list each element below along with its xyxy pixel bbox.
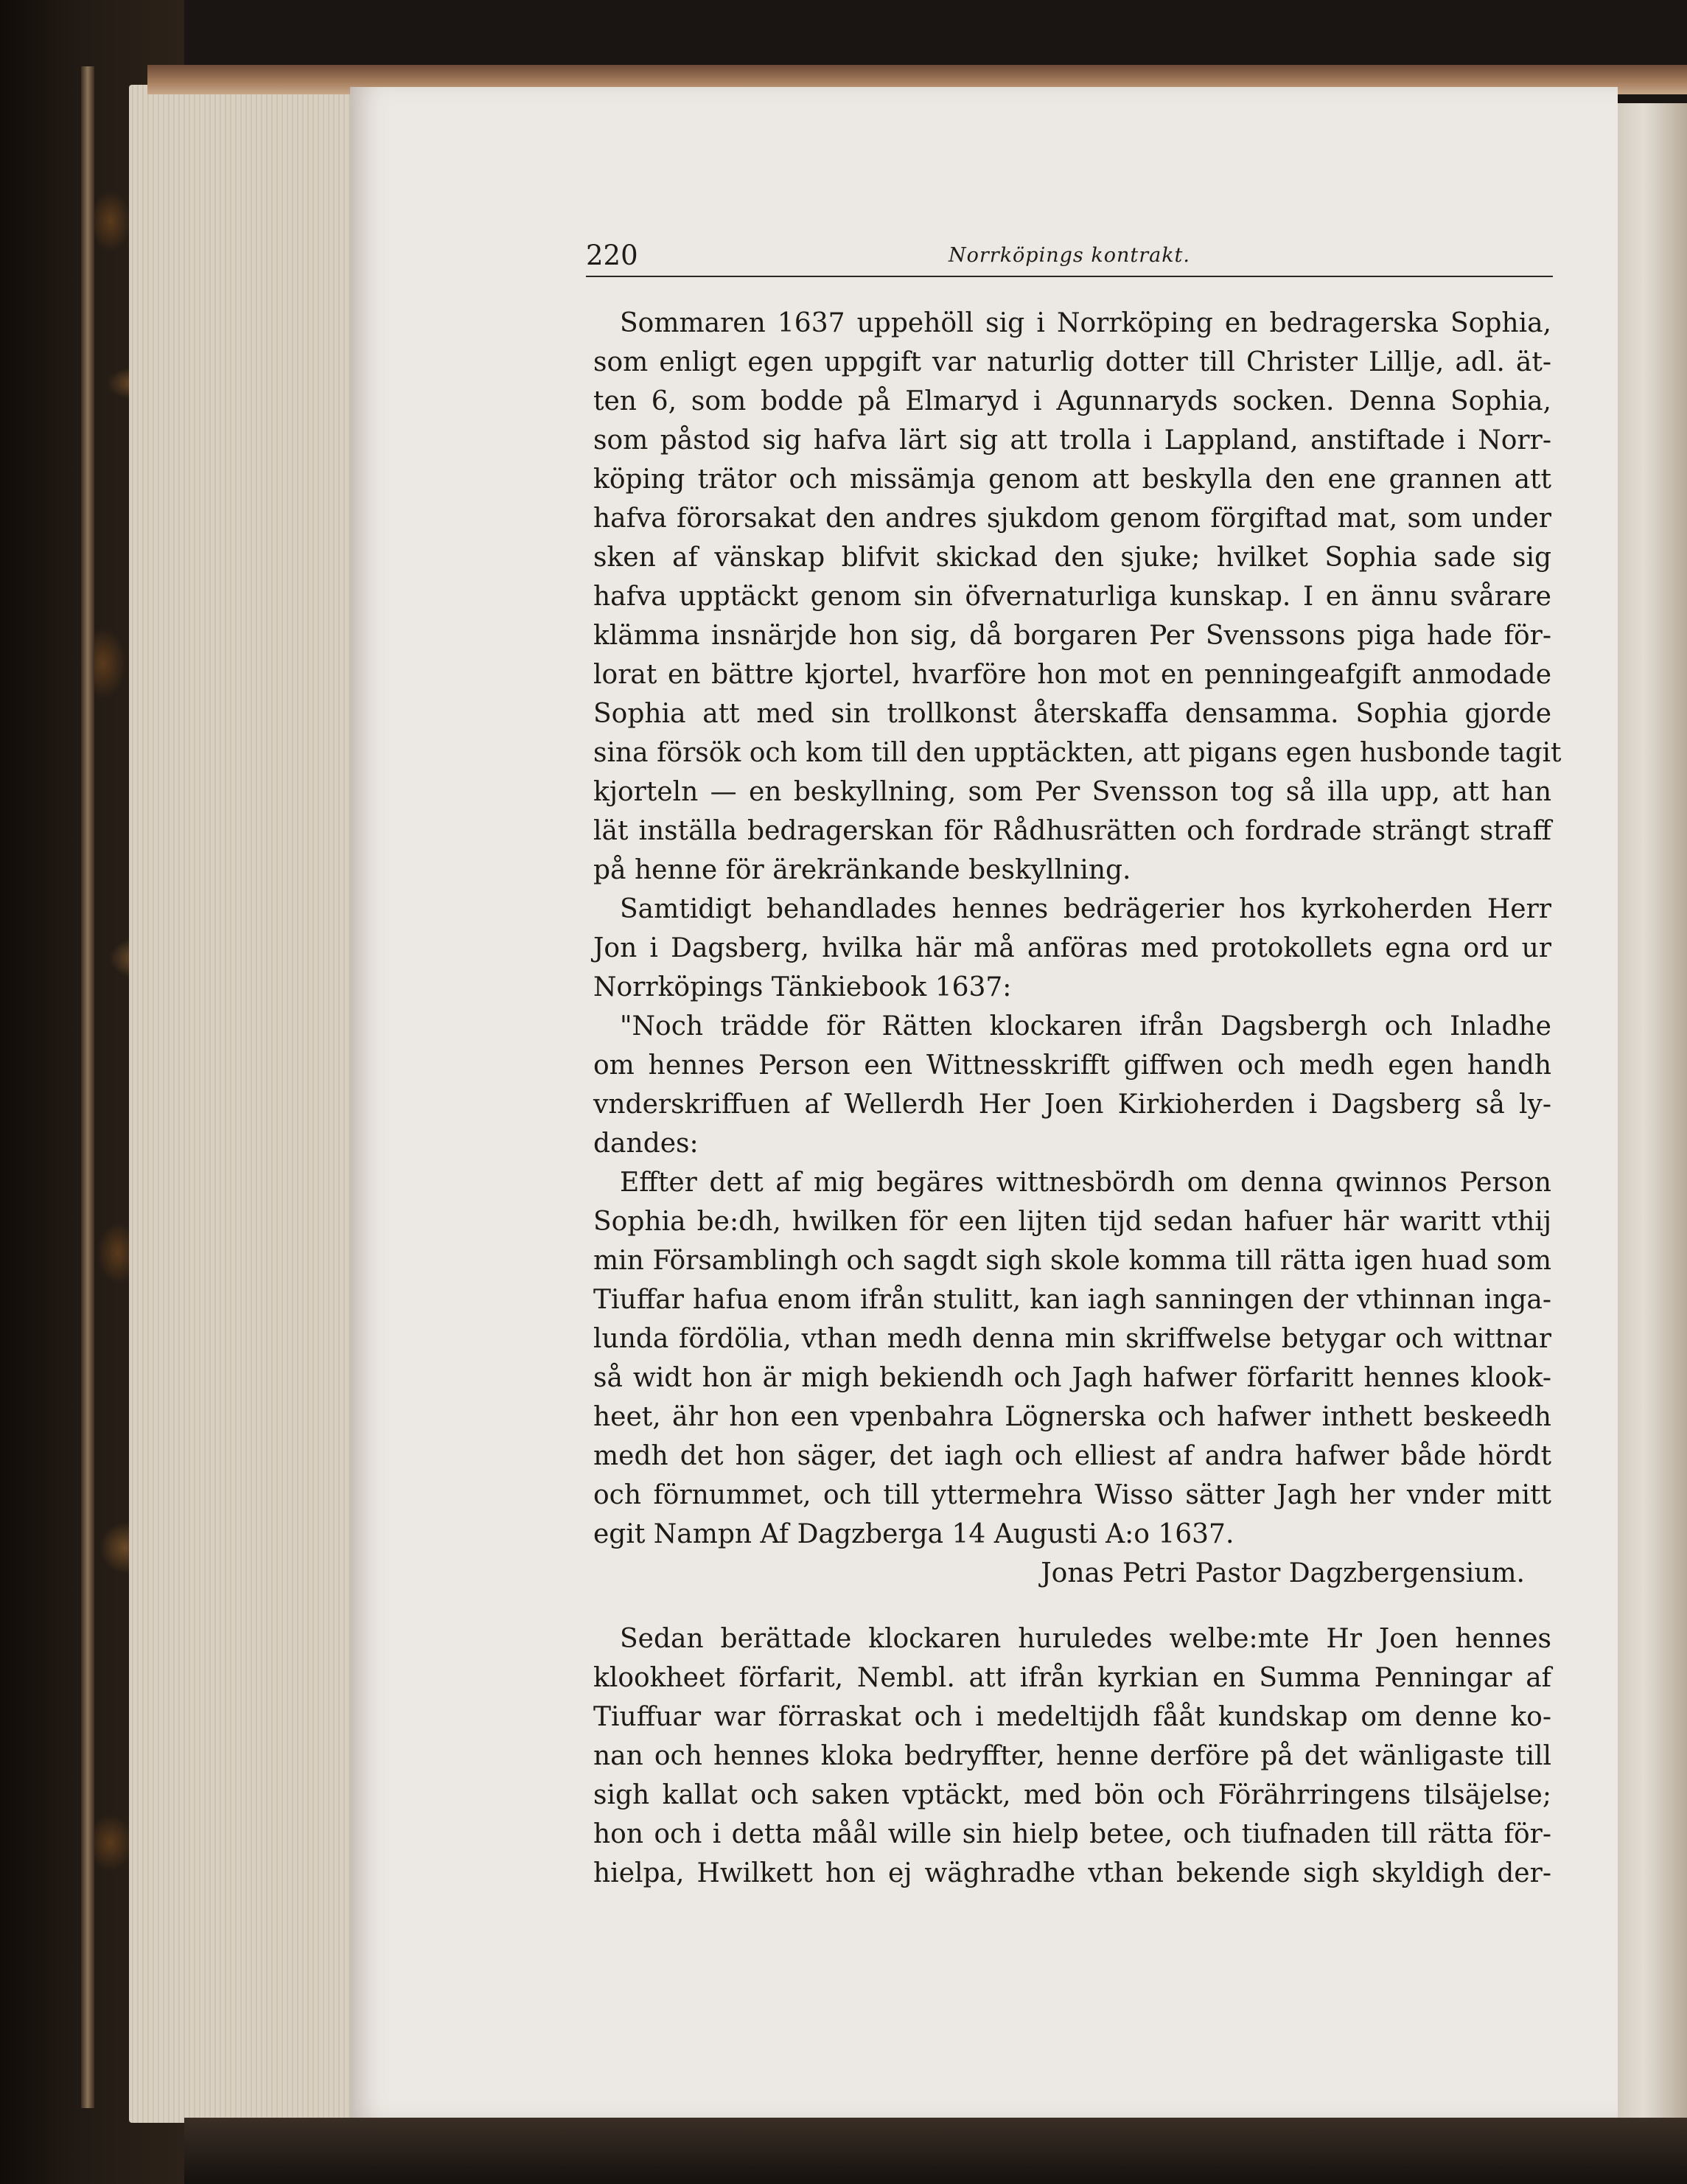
text-line: egit Nampn Af Dagzberga 14 Augusti A:o 1637. [593, 1519, 1234, 1549]
text-line: Sommaren 1637 uppehöll sig i Norrköping en bedragerska Sophia, [593, 308, 1551, 338]
text-line: Tiuffar hafua enom ifrån stulitt, kan iagh sanningen der vthinnan inga- [593, 1285, 1551, 1315]
text-line: hielpa, Hwilkett hon ej wäghradhe vthan bekende sigh skyldigh der- [593, 1858, 1551, 1888]
text-line: kjorteln — en beskyllning, som Per Svensson tog så illa upp, att han [593, 777, 1551, 807]
text-line: hafva upptäckt genom sin öfvernaturliga kunskap. I en ännu svårare [593, 582, 1551, 612]
text-line: lorat en bättre kjortel, hvarföre hon mot en penningeafgift anmodade [593, 660, 1551, 690]
book-bottom-edge [184, 2118, 1687, 2184]
running-title: Norrköpings kontrakt. [949, 244, 1190, 267]
text-line: medh det hon säger, det iagh och elliest af andra hafwer både hördt [593, 1441, 1551, 1471]
page-edges [129, 85, 350, 2123]
text-line: vnderskriffuen af Wellerdh Her Joen Kirkioherden i Dagsberg så ly- [593, 1089, 1551, 1120]
text-line: Sophia be:dh, hwilken för een lijten tijd sedan hafuer här waritt vthij [593, 1207, 1551, 1237]
text-line: sken af vänskap blifvit skickad den sjuke; hvilket Sophia sade sig [593, 542, 1551, 573]
facing-page-edge [1614, 103, 1687, 2184]
text-line: hon och i detta måål wille sin hielp betee, och tiufnaden till rätta för- [593, 1819, 1551, 1849]
text-line: om hennes Person een Wittnesskrifft giffwen och medh egen handh [593, 1050, 1551, 1081]
text-line: köping trätor och missämja genom att beskylla den ene grannen att [593, 464, 1551, 495]
text-line: ten 6, som bodde på Elmaryd i Agunnaryds socken. Denna Sophia, [593, 386, 1551, 416]
text-line: och förnummet, och till yttermehra Wisso sätter Jagh her vnder mitt [593, 1480, 1551, 1510]
text-line: Sophia att med sin trollkonst återskaffa densamma. Sophia gjorde [593, 699, 1551, 729]
text-line: som påstod sig hafva lärt sig att trolla i Lappland, anstiftade i Norr- [593, 425, 1551, 456]
signature-line: Jonas Petri Pastor Dagzbergensium. [1041, 1558, 1551, 1588]
cover-spine-edge [81, 66, 94, 2108]
page-header [586, 237, 1553, 274]
text-line: sina försök och kom till den upptäckten, att pigans egen husbonde tagit [593, 738, 1562, 768]
text-line: Tiuffuar war förraskat och i medeltijdh fååt kundskap om denne ko- [593, 1702, 1551, 1732]
body-text [593, 304, 1562, 1893]
text-line: Samtidigt behandlades hennes bedrägerier hos kyrkoherden Herr [593, 894, 1551, 924]
text-line: klookheet förfarit, Nembl. att ifrån kyrkian en Summa Penningar af [593, 1663, 1551, 1693]
text-line: Norrköpings Tänkiebook 1637: [593, 972, 1012, 1002]
text-line: på henne för ärekränkande beskyllning. [593, 855, 1131, 885]
text-line: Jon i Dagsberg, hvilka här må anföras med protokollets egna ord ur [593, 933, 1551, 963]
text-line: "Noch trädde för Rätten klockaren ifrån Dagsbergh och Inladhe [593, 1011, 1551, 1042]
text-line: dandes: [593, 1128, 699, 1159]
text-line: lunda fördölia, vthan medh denna min skriffwelse betygar och wittnar [593, 1324, 1551, 1354]
header-rule [586, 276, 1553, 277]
text-line: som enligt egen uppgift var naturlig dotter till Christer Lillje, adl. ät- [593, 347, 1551, 377]
text-line: klämma insnärjde hon sig, då borgaren Per Svenssons piga hade för- [593, 621, 1551, 651]
text-line: sigh kallat och saken vptäckt, med bön och Förährringens tilsäjelse; [593, 1780, 1551, 1810]
page-number: 220 [586, 240, 638, 271]
paragraph-gap [593, 1593, 1551, 1619]
text-line: min Församblingh och sagdt sigh skole komma till rätta igen huad som [593, 1246, 1551, 1276]
text-line: Effter dett af mig begäres wittnesbördh om denna qwinnos Person [593, 1168, 1551, 1198]
text-line: lät inställa bedragerskan för Rådhusrätten och fordrade strängt straff [593, 816, 1551, 846]
text-line: hafva förorsakat den andres sjukdom genom förgiftad mat, som under [593, 503, 1551, 534]
text-line: Sedan berättade klockaren huruledes welbe:mte Hr Joen hennes [593, 1624, 1551, 1654]
text-line: heet, ähr hon een vpenbahra Lögnerska och hafwer inthett beskeedh [593, 1402, 1551, 1432]
text-line: så widt hon är migh bekiendh och Jagh hafwer förfaritt hennes klook- [593, 1363, 1551, 1393]
text-line: nan och hennes kloka bedryffter, henne derföre på det wänligaste till [593, 1741, 1551, 1771]
